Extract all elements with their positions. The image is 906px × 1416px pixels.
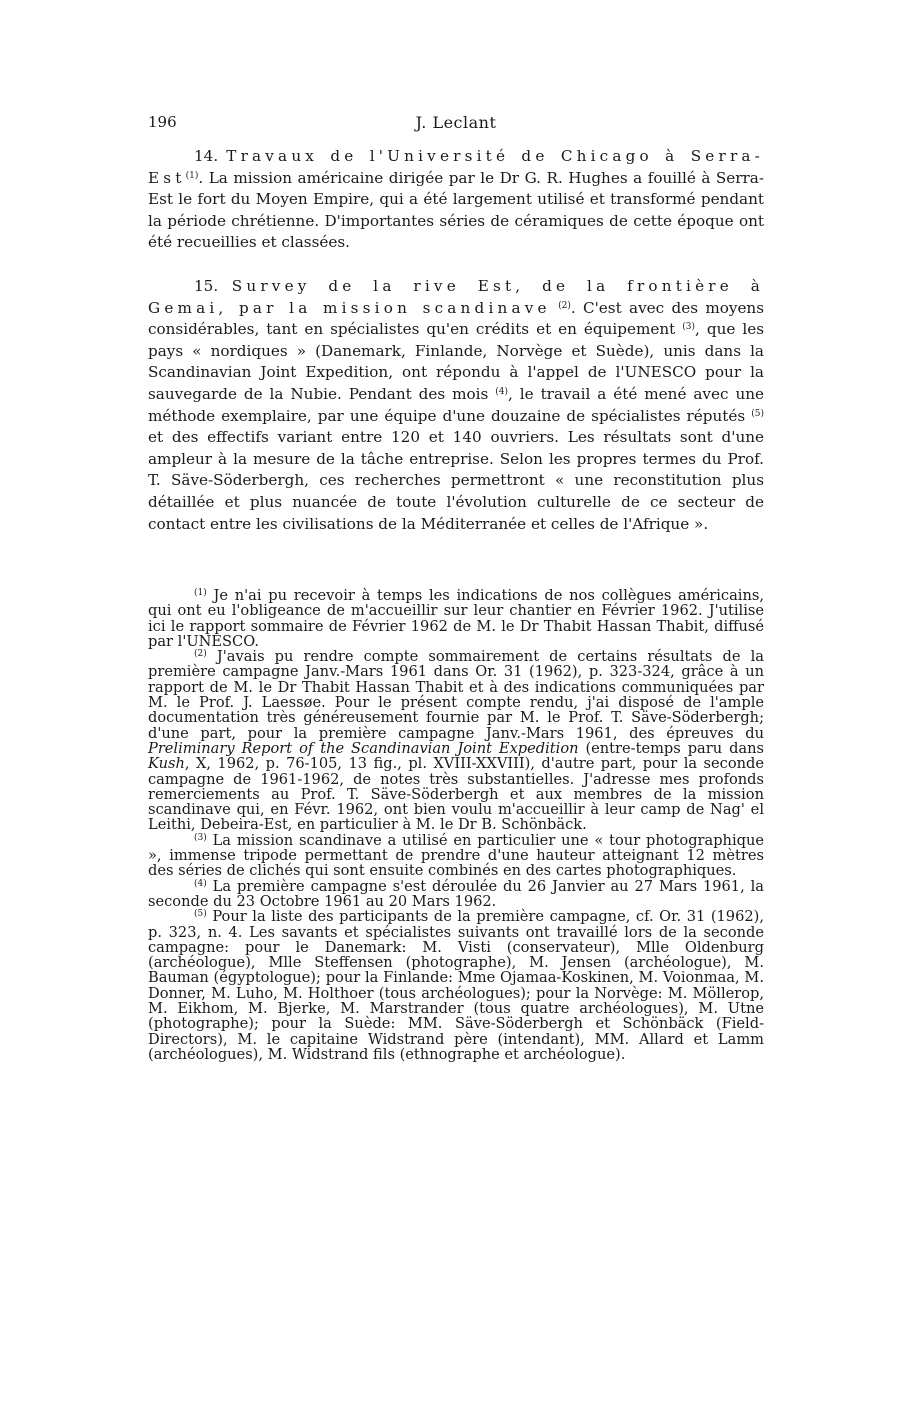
section-14-number: 14. <box>194 147 219 165</box>
section-14-text: La mission américaine dirigée par le Dr G. R. Hughes a fouillé à Serra-Est le fort du Moyen Empire, qui a été largement utilisé et transformé pendant la période chrétienne. D'importantes séries de céramiques de cette époque ont été recueillies et classées. <box>148 168 764 252</box>
footnotes <box>148 588 764 1062</box>
footnote-ref-1[interactable]: 1 <box>189 170 195 181</box>
section-15-text-3: , le travail a été mené avec une méthode exemplaire, par une équipe d'une douzaine de spécialistes réputés <box>148 384 764 425</box>
footnote-1-mark: 1 <box>197 588 204 598</box>
section-15-number: 15. <box>194 276 219 295</box>
footnote-4-mark: 4 <box>197 878 204 889</box>
footnote-2-text-3: , X, 1962, p. 76-105, 13 fig., pl. XVIII-XXVIII), d'autre part, pour la seconde campagne de 1961-1962, de notes très substantielles. J'adresse mes profonds remerciements au Prof. T. Säve-Söderbergh et aux membres de la mission scandinave qui, en Févr. 1962, ont bien voulu m'accueillir à leur camp de Nag' el Leithi, Debeira-Est, en particulier à M. le Dr B. Schönbäck. <box>148 755 764 834</box>
footnote-1: $^{(1)}$ Je n'ai pu recevoir à temps les indications de nos collègues américains, qui ont eu l'obligeance de m'accueillir sur leur chantier en Février 1962. J'utilise ici le rapport sommaire de Février 1962 de M. le Dr Thabit Hassan Thabit, diffusé par l'UNESCO. <box>148 587 764 650</box>
main-text <box>148 146 764 535</box>
footnote-1-text: Je n'ai pu recevoir à temps les indications de nos collègues américains, qui ont eu l'obligeance de m'accueillir sur leur chantier en Février 1962. J'utilise ici le rapport sommaire de Février 1962 de M. le Dr Thabit Hassan Thabit, diffusé par l'UNESCO. <box>148 587 764 650</box>
footnote-3: $^{(3)}$ La mission scandinave a utilisé en particulier une « tour photographique », immense tripode permettant de prendre d'une hauteur atteignant 12 mètres des séries de clichés qui sont ensuite combinés en des cartes photographiques. <box>148 831 764 880</box>
footnote-2-mark: 2 <box>197 649 204 660</box>
footnote-3-text: La mission scandinave a utilisé en particulier une « tour photographique », immense tripode permettant de prendre d'une hauteur atteignant 12 mètres des séries de clichés qui sont ensuite combinés en des cartes photographiques. <box>148 831 764 880</box>
footnote-ref-5[interactable]: 5 <box>754 408 761 419</box>
footnote-ref-2[interactable]: 2 <box>561 300 568 311</box>
footnote-4: $^{(4)}$ La première campagne s'est déroulée du 26 Janvier au 27 Mars 1961, la seconde du 23 Octobre 1961 au 20 Mars 1962. <box>148 877 765 910</box>
footnote-2-title-kush: Kush <box>148 755 185 773</box>
footnote-ref-4[interactable]: 4 <box>498 386 505 397</box>
footnote-3-mark: 3 <box>197 832 204 843</box>
footnote-2-text-2: (entre-temps paru dans <box>585 739 765 757</box>
page-number: 196 <box>148 113 177 131</box>
running-head-author: J. Leclant <box>415 113 497 132</box>
footnote-4-text: La première campagne s'est déroulée du 26 Janvier au 27 Mars 1961, la seconde du 23 Octobre 1961 au 20 Mars 1962. <box>148 877 765 910</box>
footnote-5-text: Pour la liste des participants de la première campagne, cf. Or. 31 (1962), p. 323, n. 4. Les savants et spécialistes suivants ont travaillé lors de la seconde campagne: pour le Danemark: M. Visti (conservateur), Mlle Oldenburg (archéologue), Mlle Steffensen (photographe), M. Jensen (archéologue), M. Bauman (égyptologue); pour la Finlande: Mme Ojamaa-Koskinen, M. Voionmaa, M. Donner, M. Luho, M. Holthoer (tous archéologues); pour la Norvège: M. Möllerop, M. Eikhom, M. Bjerke, M. Marstrander (tous quatre archéologues), M. Utne (photographe); pour la Suède: MM. Säve-Söderbergh et Schönbäck (Field-Directors), M. le capitaine Widstrand père (intendant), MM. Allard et Lamm (archéologues), M. Widstrand fils (ethnographe et archéologue). <box>148 908 764 1063</box>
section-15-text-1: C'est avec des moyens considérables, tant en spécialistes qu'en crédits et en équipement <box>148 298 765 339</box>
footnote-2-title-preliminary-report: Preliminary Report of the Scandinavian Joint Expedition <box>148 739 579 757</box>
section-15-heading: Survey de la rive Est, de la frontière à Gemai, par la mission scandinave <box>148 276 765 317</box>
page-header <box>148 113 764 137</box>
section-14-heading: Travaux de l'Université de Chicago à Serra-Est <box>148 147 764 187</box>
section-15: 15. Survey de la rive Est, de la frontière à Gemai, par la mission scandinave $^{(2)}$. C'est avec des moyens considérables, tant en spécialistes qu'en crédits et en équipement $^{(3)}$, que les pays « nordiques » (Danemark, Finlande, Norvège et Suède), unis dans la Scandinavian Joint Expedition, ont répondu à l'appel de l'UNESCO pour la sauvegarde de la Nubie. Pendant des mois $^{(4)}$, le travail a été mené avec une méthode exemplaire, par une équipe d'une douzaine de spécialistes réputés $^{(5)}$ et des effectifs variant entre 120 et 140 ouvriers. Les résultats sont d'une ampleur à la mesure de la tâche entreprise. Selon les propres termes du Prof. T. Säve-Söderbergh, ces recherches permettront « une reconstitution plus détaillée et plus nuancée de toute l'évolution culturelle de ce secteur de contact entre les civilisations de la Méditerranée et celles de l'Afrique ». <box>148 276 765 533</box>
section-15-text-2: , que les pays « nordiques » (Danemark, Finlande, Norvège et Suède), unis dans la Scandinavian Joint Expedition, ont répondu à l'appel de l'UNESCO pour la sauvegarde de la Nubie. Pendant des mois <box>148 320 764 403</box>
footnote-ref-3[interactable]: 3 <box>685 322 692 333</box>
section-15-text-4: et des effectifs variant entre 120 et 140 ouvriers. Les résultats sont d'une ampleur à la mesure de la tâche entreprise. Selon les propres termes du Prof. T. Säve-Söderbergh, ces recherches permettront « une reconstitution plus détaillée et plus nuancée de toute l'évolution culturelle de ce secteur de contact entre les civilisations de la Méditerranée et celles de l'Afrique ». <box>148 428 764 533</box>
footnote-5-mark: 5 <box>197 909 204 920</box>
footnote-2: $^{(2)}$ J'avais pu rendre compte sommairement de certains résultats de la première campagne Janv.-Mars 1961 dans Or. 31 (1962), p. 323-324, grâce à un rapport de M. le Dr Thabit Hassan Thabit et à des indications communiquées par M. le Prof. J. Laessøe. Pour le présent compte rendu, j'ai disposé de l'ample documentation très généreusement fournie par M. le Prof. T. Säve-Söderbergh; d'une part, pour la première campagne Janv.-Mars 1961, des épreuves du Preliminary Report of the Scandinavian Joint Expedition (entre-temps paru dans Kush, X, 1962, p. 76-105, 13 fig., pl. XVIII-XXVIII), d'autre part, pour la seconde campagne de 1961-1962, de notes très substantielles. J'adresse mes profonds remerciements au Prof. T. Säve-Söderbergh et aux membres de la mission scandinave qui, en Févr. 1962, ont bien voulu m'accueillir à leur camp de Nag' el Leithi, Debeira-Est, en particulier à M. le Dr B. Schönbäck. <box>148 648 765 834</box>
footnote-2-text-1: J'avais pu rendre compte sommairement de certains résultats de la première campagne Janv.-Mars 1961 dans Or. 31 (1962), p. 323-324, grâce à un rapport de M. le Dr Thabit Hassan Thabit et à des indications communiquées par M. le Prof. J. Laessøe. Pour le présent compte rendu, j'ai disposé de l'ample documentation très généreusement fournie par M. le Prof. T. Säve-Söderbergh; d'une part, pour la première campagne Janv.-Mars 1961, des épreuves du <box>148 648 764 742</box>
footnote-5: $^{(5)}$ Pour la liste des participants de la première campagne, cf. Or. 31 (1962), p. 323, n. 4. Les savants et spécialistes suivants ont travaillé lors de la seconde campagne: pour le Danemark: M. Visti (conservateur), Mlle Oldenburg (archéologue), Mlle Steffensen (photographe), M. Jensen (archéologue), M. Bauman (égyptologue); pour la Finlande: Mme Ojamaa-Koskinen, M. Voionmaa, M. Donner, M. Luho, M. Holthoer (tous archéologues); pour la Norvège: M. Möllerop, M. Eikhom, M. Bjerke, M. Marstrander (tous quatre archéologues), M. Utne (photographe); pour la Suède: MM. Säve-Söderbergh et Schönbäck (Field-Directors), M. le capitaine Widstrand père (intendant), MM. Allard et Lamm (archéologues), M. Widstrand fils (ethnographe et archéologue). <box>148 908 764 1063</box>
section-14: 14. Travaux de l'Université de Chicago à Serra-Est$^{(1)}$. La mission américaine dirigée par le Dr G. R. Hughes a fouillé à Serra-Est le fort du Moyen Empire, qui a été largement utilisé et transformé pendant la période chrétienne. D'importantes séries de céramiques de cette époque ont été recueillies et classées. <box>148 147 764 252</box>
